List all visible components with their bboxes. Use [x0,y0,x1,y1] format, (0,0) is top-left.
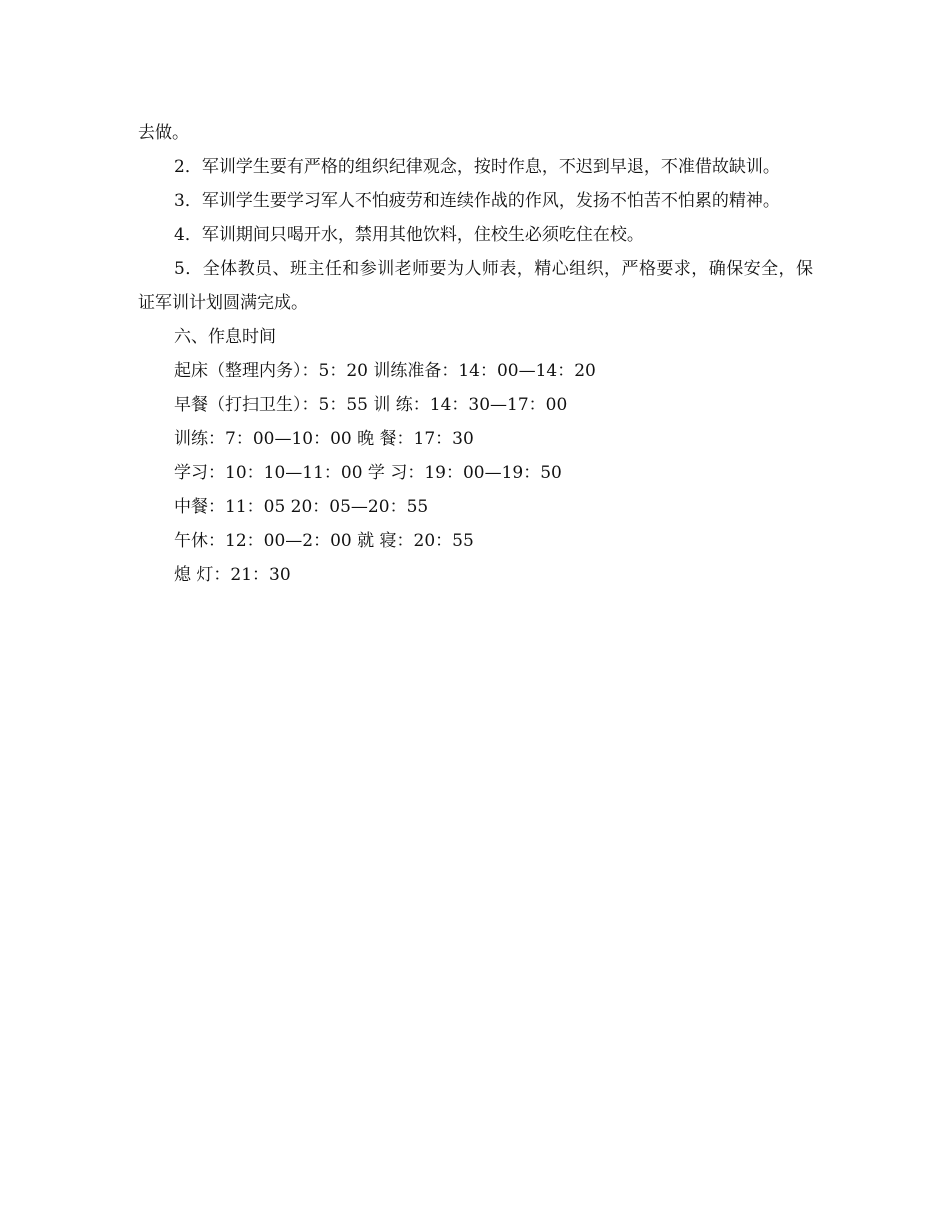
rule-item-3: 3．军训学生要学习军人不怕疲劳和连续作战的作风，发扬不怕苦不怕累的精神。 [174,191,780,211]
schedule-line: 午休：12：00—2：00 就 寝：20：55 [174,531,474,551]
document-body [138,116,813,592]
rule-item-4: 4．军训期间只喝开水，禁用其他饮料，住校生必须吃住在校。 [174,225,644,245]
schedule-line: 熄 灯：21：30 [174,565,291,585]
schedule-line: 起床（整理内务）：5：20 训练准备：14：00—14：20 [174,361,596,381]
schedule-line: 训练：7：00—10：00 晚 餐：17：30 [174,429,474,449]
schedule-line: 中餐：11：05 20：05—20：55 [174,497,429,517]
schedule-line: 早餐（打扫卫生）：5：55 训 练：14：30—17：00 [174,395,568,415]
rule-item-5: 5．全体教员、班主任和参训老师要为人师表，精心组织，严格要求，确保安全，保证军训计划圆满完成。 [138,259,813,313]
rule-item-2: 2．军训学生要有严格的组织纪律观念，按时作息，不迟到早退，不准借故缺训。 [174,157,780,177]
paragraph-continuation: 去做。 [138,123,189,143]
section-heading: 六、作息时间 [174,327,276,347]
schedule-line: 学习：10：10—11：00 学 习：19：00—19：50 [174,463,562,483]
schedule-list [138,354,813,592]
